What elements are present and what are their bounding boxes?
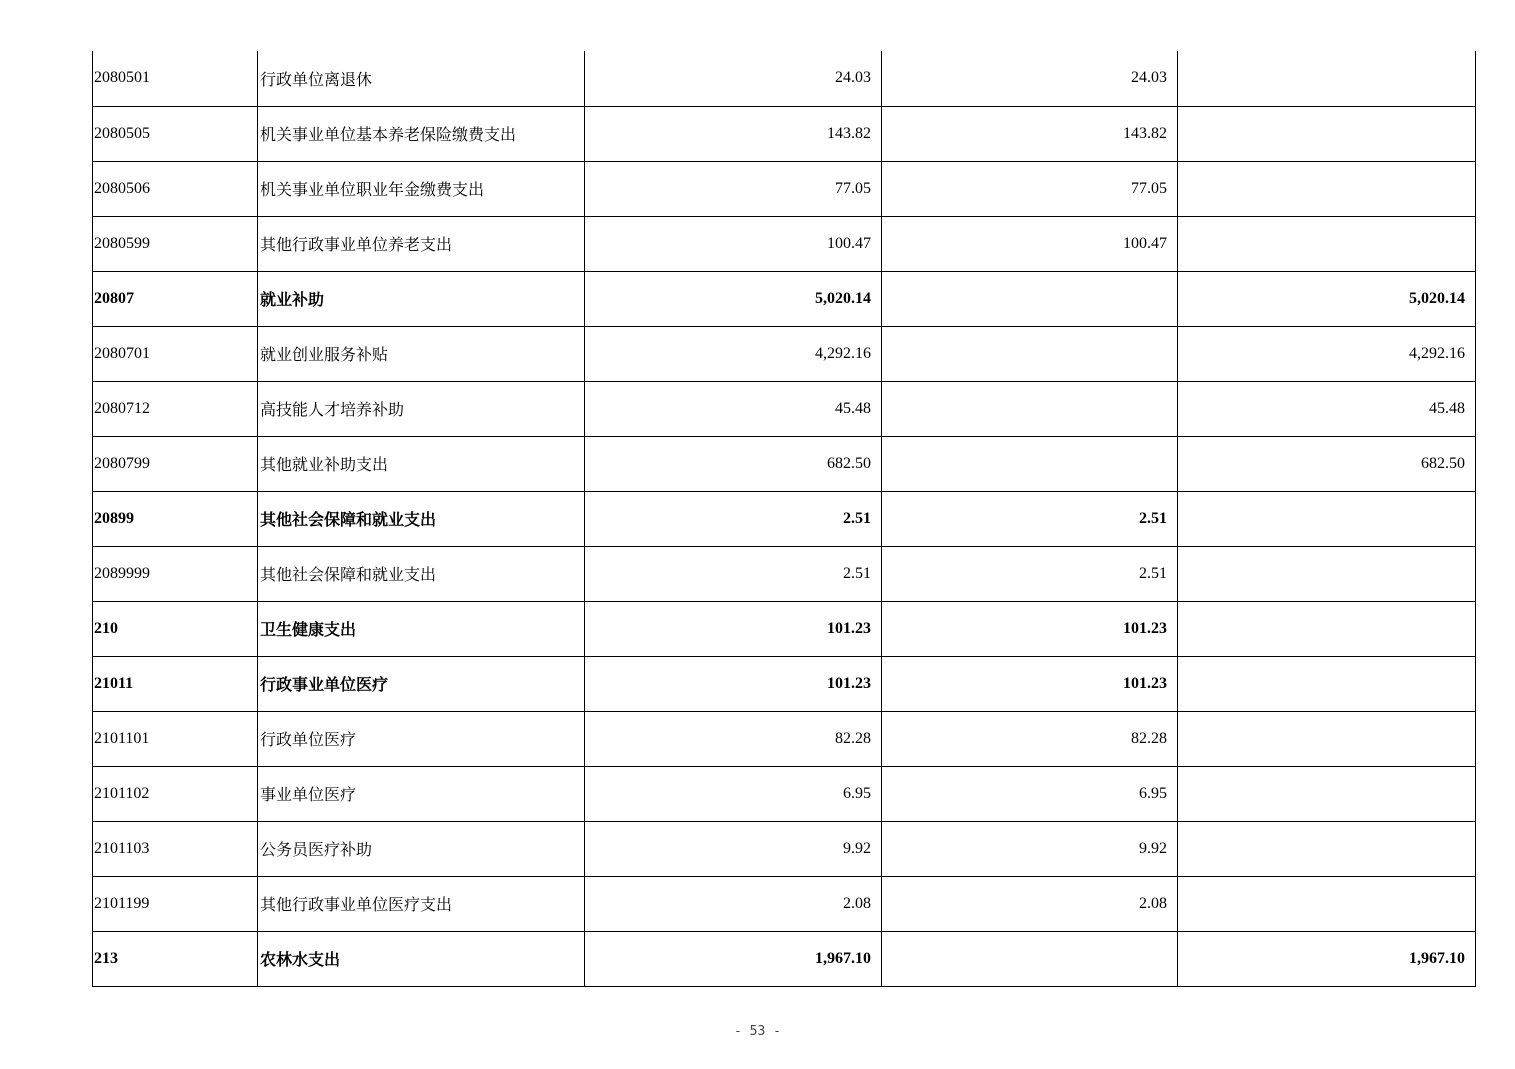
cell-name: 其他社会保障和就业支出 xyxy=(258,546,585,601)
cell-name: 就业创业服务补贴 xyxy=(258,326,585,381)
cell-basic: 143.82 xyxy=(882,106,1178,161)
cell-basic xyxy=(882,326,1178,381)
cell-total: 77.05 xyxy=(585,161,882,216)
cell-project xyxy=(1178,601,1476,656)
cell-code: 20807 xyxy=(93,271,258,326)
cell-code: 2080701 xyxy=(93,326,258,381)
cell-basic: 77.05 xyxy=(882,161,1178,216)
table-row xyxy=(93,766,1476,821)
cell-project xyxy=(1178,106,1476,161)
cell-project xyxy=(1178,161,1476,216)
cell-basic xyxy=(882,931,1178,986)
cell-code: 2080712 xyxy=(93,381,258,436)
cell-total: 82.28 xyxy=(585,711,882,766)
cell-code: 2101103 xyxy=(93,821,258,876)
cell-basic xyxy=(882,436,1178,491)
cell-name: 其他就业补助支出 xyxy=(258,436,585,491)
cell-name: 其他行政事业单位医疗支出 xyxy=(258,876,585,931)
cell-name: 就业补助 xyxy=(258,271,585,326)
table-row xyxy=(93,601,1476,656)
cell-project xyxy=(1178,51,1476,106)
cell-project xyxy=(1178,656,1476,711)
cell-total: 2.51 xyxy=(585,546,882,601)
cell-project: 1,967.10 xyxy=(1178,931,1476,986)
cell-total: 100.47 xyxy=(585,216,882,271)
cell-total: 2.51 xyxy=(585,491,882,546)
table-row xyxy=(93,876,1476,931)
cell-code: 210 xyxy=(93,601,258,656)
cell-basic: 82.28 xyxy=(882,711,1178,766)
cell-code: 213 xyxy=(93,931,258,986)
cell-total: 6.95 xyxy=(585,766,882,821)
cell-project: 682.50 xyxy=(1178,436,1476,491)
cell-basic: 24.03 xyxy=(882,51,1178,106)
cell-code: 2080799 xyxy=(93,436,258,491)
cell-total: 45.48 xyxy=(585,381,882,436)
cell-project: 4,292.16 xyxy=(1178,326,1476,381)
cell-basic: 2.51 xyxy=(882,491,1178,546)
cell-project xyxy=(1178,766,1476,821)
cell-code: 2080599 xyxy=(93,216,258,271)
cell-name: 公务员医疗补助 xyxy=(258,821,585,876)
cell-basic: 101.23 xyxy=(882,656,1178,711)
table-row xyxy=(93,656,1476,711)
cell-total: 143.82 xyxy=(585,106,882,161)
cell-basic: 101.23 xyxy=(882,601,1178,656)
cell-code: 2101102 xyxy=(93,766,258,821)
table-row xyxy=(93,326,1476,381)
cell-total: 2.08 xyxy=(585,876,882,931)
cell-code: 2080505 xyxy=(93,106,258,161)
table-row xyxy=(93,931,1476,986)
table-row xyxy=(93,546,1476,601)
cell-basic: 6.95 xyxy=(882,766,1178,821)
table-row xyxy=(93,711,1476,766)
cell-basic: 2.08 xyxy=(882,876,1178,931)
cell-code: 2080501 xyxy=(93,51,258,106)
cell-name: 其他行政事业单位养老支出 xyxy=(258,216,585,271)
cell-project xyxy=(1178,216,1476,271)
cell-project xyxy=(1178,821,1476,876)
cell-total: 9.92 xyxy=(585,821,882,876)
cell-name: 机关事业单位职业年金缴费支出 xyxy=(258,161,585,216)
cell-project: 45.48 xyxy=(1178,381,1476,436)
cell-code: 2101199 xyxy=(93,876,258,931)
cell-name: 机关事业单位基本养老保险缴费支出 xyxy=(258,106,585,161)
cell-total: 24.03 xyxy=(585,51,882,106)
cell-name: 行政事业单位医疗 xyxy=(258,656,585,711)
cell-project xyxy=(1178,711,1476,766)
table-row xyxy=(93,381,1476,436)
cell-name: 行政单位医疗 xyxy=(258,711,585,766)
cell-total: 101.23 xyxy=(585,601,882,656)
cell-project xyxy=(1178,876,1476,931)
table-row xyxy=(93,491,1476,546)
cell-name: 其他社会保障和就业支出 xyxy=(258,491,585,546)
table-row xyxy=(93,436,1476,491)
cell-project xyxy=(1178,546,1476,601)
cell-name: 农林水支出 xyxy=(258,931,585,986)
table-row xyxy=(93,161,1476,216)
table-row xyxy=(93,821,1476,876)
cell-code: 20899 xyxy=(93,491,258,546)
cell-code: 21011 xyxy=(93,656,258,711)
cell-basic: 2.51 xyxy=(882,546,1178,601)
budget-table xyxy=(92,51,1476,987)
cell-project xyxy=(1178,491,1476,546)
cell-name: 高技能人才培养补助 xyxy=(258,381,585,436)
cell-name: 事业单位医疗 xyxy=(258,766,585,821)
table-row xyxy=(93,51,1476,106)
cell-name: 卫生健康支出 xyxy=(258,601,585,656)
page-number: - 53 - xyxy=(734,1024,781,1039)
cell-basic xyxy=(882,381,1178,436)
cell-project: 5,020.14 xyxy=(1178,271,1476,326)
table-row xyxy=(93,106,1476,161)
cell-total: 682.50 xyxy=(585,436,882,491)
cell-total: 4,292.16 xyxy=(585,326,882,381)
cell-total: 101.23 xyxy=(585,656,882,711)
cell-name: 行政单位离退休 xyxy=(258,51,585,106)
cell-total: 1,967.10 xyxy=(585,931,882,986)
table-row xyxy=(93,216,1476,271)
cell-total: 5,020.14 xyxy=(585,271,882,326)
cell-basic xyxy=(882,271,1178,326)
cell-basic: 100.47 xyxy=(882,216,1178,271)
table-row xyxy=(93,271,1476,326)
table-body xyxy=(93,51,1476,986)
cell-basic: 9.92 xyxy=(882,821,1178,876)
cell-code: 2089999 xyxy=(93,546,258,601)
cell-code: 2080506 xyxy=(93,161,258,216)
cell-code: 2101101 xyxy=(93,711,258,766)
